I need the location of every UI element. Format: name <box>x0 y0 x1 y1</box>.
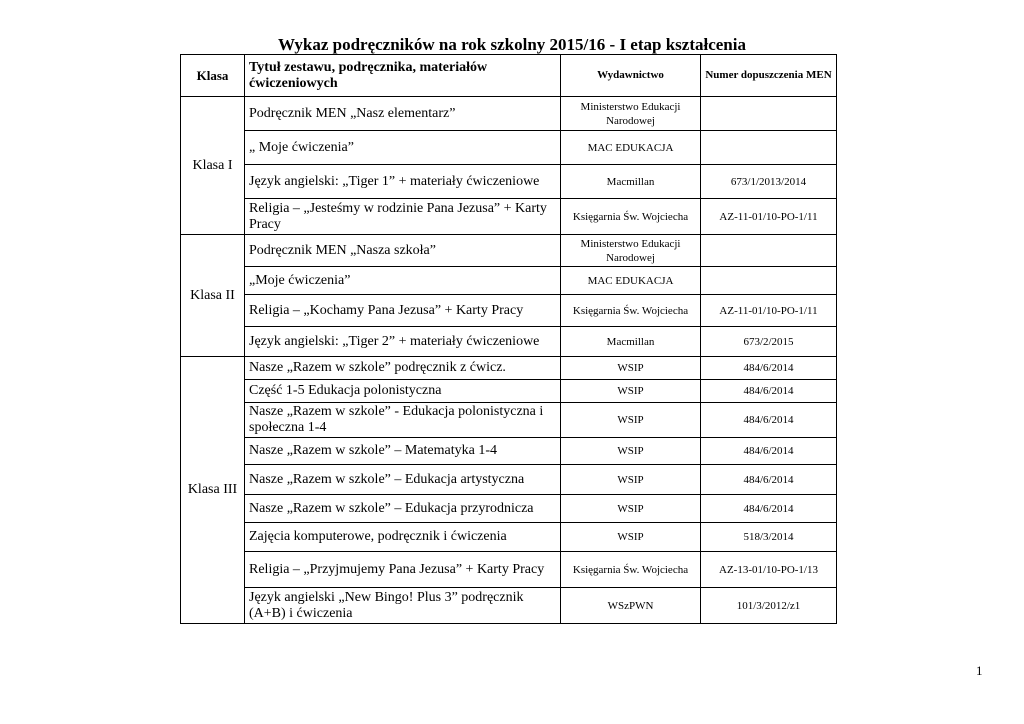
title-cell: Zajęcia komputerowe, podręcznik i ćwiczenia <box>245 523 561 552</box>
table-row <box>181 97 837 131</box>
klasa-cell: Klasa III <box>181 357 245 624</box>
number-cell: 484/6/2014 <box>701 403 837 438</box>
table-row <box>181 465 837 495</box>
number-cell: AZ-13-01/10-PO-1/13 <box>701 552 837 588</box>
title-cell: Nasze „Razem w szkole” podręcznik z ćwicz. <box>245 357 561 380</box>
publisher-cell: Księgarnia Św. Wojciecha <box>561 295 701 327</box>
publisher-cell: Księgarnia Św. Wojciecha <box>561 552 701 588</box>
header-klasa: Klasa <box>181 55 245 97</box>
table-row <box>181 438 837 465</box>
publisher-cell: Macmillan <box>561 327 701 357</box>
table-row <box>181 357 837 380</box>
header-numer: Numer dopuszczenia MEN <box>701 55 837 97</box>
number-cell <box>701 131 837 165</box>
textbook-table <box>180 54 837 624</box>
number-cell <box>701 267 837 295</box>
title-cell: Nasze „Razem w szkole” – Edukacja artystyczna <box>245 465 561 495</box>
klasa-cell: Klasa II <box>181 235 245 357</box>
header-wydawnictwo: Wydawnictwo <box>561 55 701 97</box>
publisher-cell: WSIP <box>561 380 701 403</box>
number-cell: 673/2/2015 <box>701 327 837 357</box>
number-cell: 484/6/2014 <box>701 465 837 495</box>
table-row <box>181 165 837 199</box>
title-cell: „Moje ćwiczenia” <box>245 267 561 295</box>
table-row <box>181 235 837 267</box>
number-cell: 518/3/2014 <box>701 523 837 552</box>
publisher-cell: WSIP <box>561 357 701 380</box>
publisher-cell: WSzPWN <box>561 588 701 624</box>
publisher-cell: Macmillan <box>561 165 701 199</box>
title-cell: Nasze „Razem w szkole” - Edukacja polonistyczna i społeczna 1-4 <box>245 403 561 438</box>
table-row <box>181 495 837 523</box>
publisher-cell: WSIP <box>561 523 701 552</box>
table-row <box>181 295 837 327</box>
publisher-cell: Księgarnia Św. Wojciecha <box>561 199 701 235</box>
title-cell: Nasze „Razem w szkole” – Matematyka 1-4 <box>245 438 561 465</box>
title-cell: Język angielski „New Bingo! Plus 3” podręcznik (A+B) i ćwiczenia <box>245 588 561 624</box>
number-cell: 101/3/2012/z1 <box>701 588 837 624</box>
title-cell: Podręcznik MEN „Nasz elementarz” <box>245 97 561 131</box>
title-cell: Język angielski: „Tiger 2” + materiały ćwiczeniowe <box>245 327 561 357</box>
publisher-cell: Ministerstwo Edukacji Narodowej <box>561 97 701 131</box>
publisher-cell: WSIP <box>561 495 701 523</box>
number-cell: 484/6/2014 <box>701 495 837 523</box>
publisher-cell: MAC EDUKACJA <box>561 131 701 165</box>
title-cell: Religia – „Przyjmujemy Pana Jezusa” + Karty Pracy <box>245 552 561 588</box>
page-title: Wykaz podręczników na rok szkolny 2015/16 - I etap kształcenia <box>278 35 746 54</box>
table-row <box>181 403 837 438</box>
title-cell: Religia – „Jesteśmy w rodzinie Pana Jezusa” + Karty Pracy <box>245 199 561 235</box>
title-cell: Język angielski: „Tiger 1” + materiały ćwiczeniowe <box>245 165 561 199</box>
table-row <box>181 327 837 357</box>
table-header-row <box>181 55 837 97</box>
number-cell: 484/6/2014 <box>701 438 837 465</box>
header-tytul: Tytuł zestawu, podręcznika, materiałów ćwiczeniowych <box>245 55 561 97</box>
number-cell: 673/1/2013/2014 <box>701 165 837 199</box>
title-cell: Nasze „Razem w szkole” – Edukacja przyrodnicza <box>245 495 561 523</box>
number-cell: AZ-11-01/10-PO-1/11 <box>701 295 837 327</box>
page-number: 1 <box>976 663 983 678</box>
title-cell: Podręcznik MEN „Nasza szkoła” <box>245 235 561 267</box>
publisher-cell: Ministerstwo Edukacji Narodowej <box>561 235 701 267</box>
klasa-cell: Klasa I <box>181 97 245 235</box>
table-row <box>181 380 837 403</box>
table-row <box>181 199 837 235</box>
number-cell <box>701 97 837 131</box>
publisher-cell: MAC EDUKACJA <box>561 267 701 295</box>
number-cell: 484/6/2014 <box>701 357 837 380</box>
title-cell: „ Moje ćwiczenia” <box>245 131 561 165</box>
title-cell: Religia – „Kochamy Pana Jezusa” + Karty Pracy <box>245 295 561 327</box>
table-row <box>181 552 837 588</box>
publisher-cell: WSIP <box>561 438 701 465</box>
table-row <box>181 588 837 624</box>
number-cell: AZ-11-01/10-PO-1/11 <box>701 199 837 235</box>
title-cell: Część 1-5 Edukacja polonistyczna <box>245 380 561 403</box>
publisher-cell: WSIP <box>561 403 701 438</box>
table-row <box>181 523 837 552</box>
table-row <box>181 267 837 295</box>
number-cell <box>701 235 837 267</box>
table-row <box>181 131 837 165</box>
publisher-cell: WSIP <box>561 465 701 495</box>
number-cell: 484/6/2014 <box>701 380 837 403</box>
